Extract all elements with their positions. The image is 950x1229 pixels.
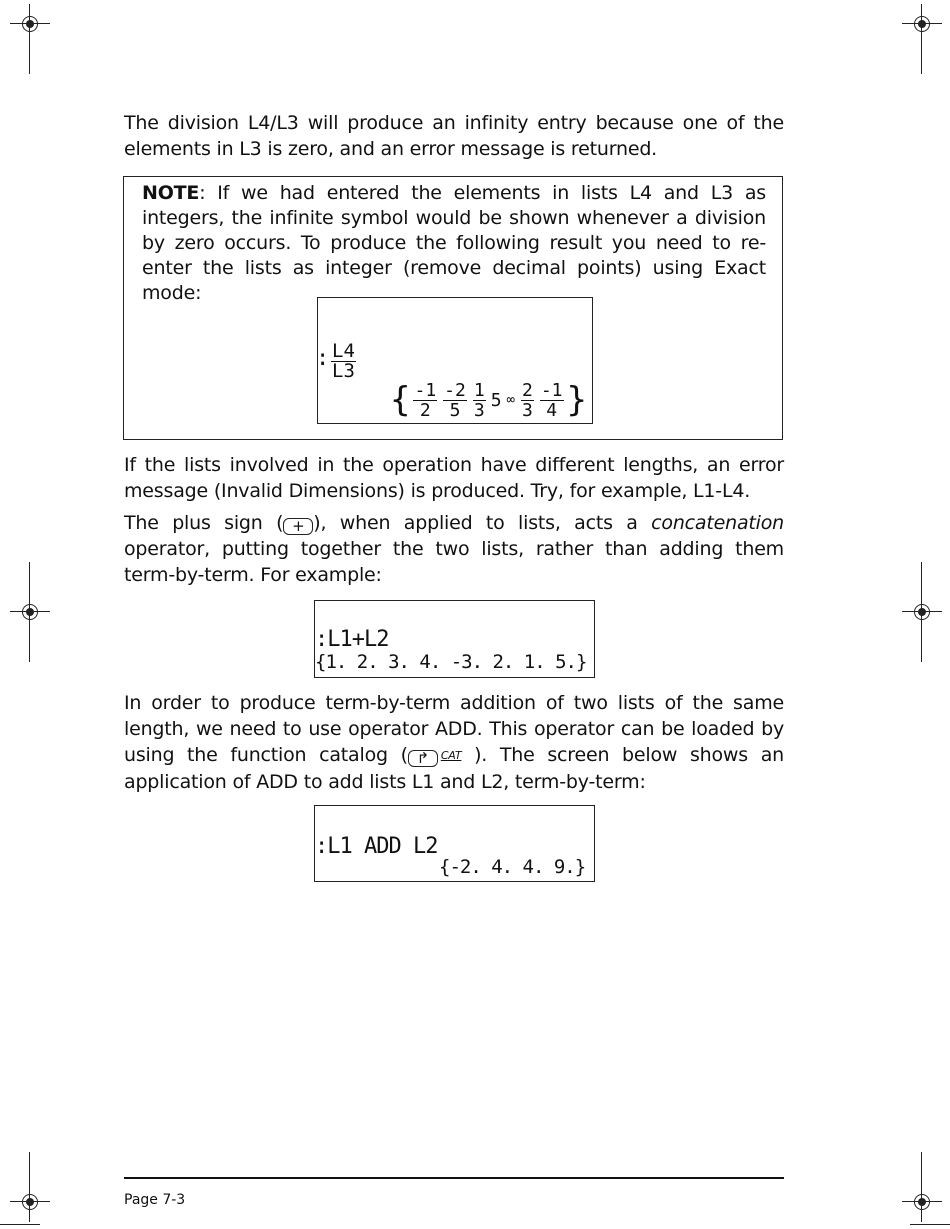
note-text [142, 181, 766, 306]
cat-key-label: CAT [440, 749, 462, 762]
result-fraction-5 [540, 381, 564, 420]
paragraph-concatenation [124, 510, 784, 588]
registration-mark-bottom-left [10, 1182, 50, 1222]
expr-numerator: L4 [332, 340, 355, 362]
result-close-brace: } [566, 380, 587, 420]
trim-line [29, 562, 30, 592]
note-body: : If we had entered the elements in lists L4 and L3 as integers, the infinite symbol would be shown whenever a division by zero occurs. To produce the following result you need to re-enter the lists as integer (remove decimal points) using Exact mode: [142, 182, 766, 304]
result-fraction-2 [443, 381, 467, 420]
frac-num: 1 [473, 379, 485, 401]
trim-line [921, 44, 922, 74]
result-fraction-3 [473, 381, 486, 420]
screen-line-1: :L1 ADD L2 [315, 834, 438, 859]
frac-num: -1 [414, 379, 437, 401]
registration-mark-bottom-right [902, 1182, 942, 1222]
calculator-screen-division [317, 297, 593, 424]
result-open-brace: { [390, 380, 411, 420]
calculator-screen-concatenation [314, 600, 595, 678]
frac-den: 3 [521, 399, 533, 421]
plus-key-icon: + [283, 518, 313, 535]
result-fraction-1 [413, 381, 437, 420]
frac-den: 2 [419, 399, 431, 421]
paragraph-dimensions: If the lists involved in the operation have different lengths, an error message (Invalid Dimensions) is produced. Try, for example, L1-L4. [124, 454, 784, 502]
trim-line [29, 1152, 30, 1182]
right-shift-key-icon: ↱ [408, 750, 438, 767]
trim-line [921, 562, 922, 592]
infinity-symbol: ∞ [506, 392, 515, 408]
result-fraction-4 [521, 381, 534, 420]
note-box [123, 176, 783, 440]
note-label: NOTE [142, 182, 200, 204]
text-run: ), when applied to lists, acts a [313, 512, 652, 534]
text-run: operator, putting together the two lists, rather than adding them term-by-term. For example: [124, 538, 784, 586]
registration-mark-top-right [902, 4, 942, 44]
text-run: In order to produce term-by-term addition of two lists of the same length, we need to use operator ADD. This operator can be loaded by using the function catalog ( [124, 692, 784, 766]
registration-mark-top-left [10, 4, 50, 44]
emphasis-concatenation: concatenation [651, 512, 784, 534]
trim-line [910, 1224, 950, 1225]
calculator-screen-add [314, 805, 595, 882]
trim-line [29, 44, 30, 74]
frac-num: -1 [540, 379, 563, 401]
result-list [390, 380, 587, 420]
frac-num: -2 [444, 379, 466, 401]
footer-rule [124, 1177, 784, 1179]
screen-line-1: :L1+L2 [315, 627, 389, 652]
trim-line [29, 632, 30, 662]
text-run: ). The screen below shows an application of ADD to add lists L1 and L2, term-by-term: [124, 744, 784, 793]
frac-num: 2 [521, 379, 533, 401]
text-run: The plus sign ( [124, 512, 284, 534]
expr-fraction [331, 342, 356, 381]
registration-mark-mid-right [902, 592, 942, 632]
frac-den: 5 [449, 399, 461, 421]
result-five: 5 [490, 389, 502, 411]
screen-line-2: {1. 2. 3. 4. -3. 2. 1. 5.} [315, 651, 587, 673]
trim-line [0, 1224, 40, 1225]
screen-prompt: : [316, 346, 329, 371]
expr-denominator: L3 [332, 360, 355, 382]
frac-den: 3 [473, 399, 485, 421]
trim-line [921, 1152, 922, 1182]
frac-den: 4 [546, 399, 558, 421]
paragraph-division: The division L4/L3 will produce an infinity entry because one of the elements in L3 is zero, and an error message is returned. [124, 112, 784, 160]
registration-mark-mid-left [10, 592, 50, 632]
trim-line [921, 632, 922, 662]
paragraph-add-operator [124, 690, 784, 795]
page-number: Page 7-3 [124, 1192, 186, 1208]
screen-line-2: {-2. 4. 4. 9.} [439, 856, 586, 878]
